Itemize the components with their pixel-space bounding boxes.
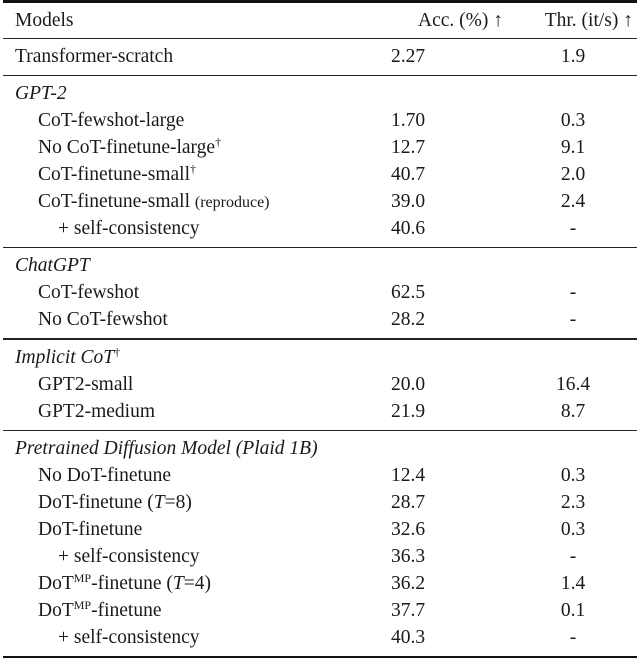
superscript: MP bbox=[73, 597, 92, 612]
accuracy-cell: 1.70 bbox=[390, 110, 426, 132]
superscript: MP bbox=[73, 570, 92, 585]
label-text: (reproduce) bbox=[194, 194, 270, 212]
bottom-rule bbox=[3, 656, 637, 659]
label-text: -finetune bbox=[91, 599, 162, 621]
label-text: CoT-fewshot bbox=[38, 282, 140, 304]
label-text: + self-consistency bbox=[58, 545, 200, 567]
section-heading-row bbox=[3, 435, 637, 462]
accuracy-cell: 40.6 bbox=[390, 218, 426, 240]
model-name bbox=[58, 624, 200, 651]
accuracy-cell: 12.7 bbox=[390, 137, 426, 159]
model-name bbox=[38, 398, 155, 425]
section-heading bbox=[15, 252, 90, 279]
label-text: GPT2-medium bbox=[38, 400, 155, 422]
label-text: GPT-2 bbox=[15, 83, 67, 105]
label-text: =8) bbox=[164, 491, 192, 513]
table-row bbox=[3, 279, 637, 306]
throughput-cell: - bbox=[569, 626, 577, 648]
table-header bbox=[3, 3, 637, 38]
label-text: ChatGPT bbox=[15, 255, 90, 277]
table-section bbox=[3, 76, 637, 247]
label-text: Pretrained Diffusion Model (Plaid 1B) bbox=[15, 437, 318, 459]
header-accuracy: Acc. (%) ↑ bbox=[418, 9, 503, 31]
label-text: CoT-finetune-small bbox=[38, 191, 195, 213]
label-text: + self-consistency bbox=[58, 218, 200, 240]
label-text: T bbox=[172, 572, 184, 594]
accuracy-cell: 40.7 bbox=[390, 164, 426, 186]
table-row bbox=[3, 134, 637, 161]
label-text: CoT-finetune-small bbox=[38, 164, 191, 186]
table-row bbox=[3, 188, 637, 215]
label-text: + self-consistency bbox=[58, 626, 200, 648]
model-name bbox=[38, 306, 168, 333]
table-body bbox=[3, 38, 637, 656]
results-table bbox=[3, 0, 637, 658]
accuracy-cell: 21.9 bbox=[390, 400, 426, 422]
label-text: DoT-finetune ( bbox=[38, 491, 154, 513]
header-throughput: Thr. (it/s) ↑ bbox=[544, 9, 633, 31]
label-text: No DoT-finetune bbox=[38, 464, 172, 486]
section-heading bbox=[15, 344, 120, 371]
table-section bbox=[3, 340, 637, 430]
superscript: † bbox=[215, 135, 222, 150]
label-text: -finetune ( bbox=[91, 572, 173, 594]
accuracy-cell: 36.2 bbox=[390, 572, 426, 594]
section-heading-row bbox=[3, 344, 637, 371]
accuracy-cell: 2.27 bbox=[390, 45, 426, 67]
section-heading-row bbox=[3, 80, 637, 107]
throughput-cell: - bbox=[569, 545, 577, 567]
throughput-cell: 1.4 bbox=[560, 572, 586, 594]
accuracy-cell: 37.7 bbox=[390, 599, 426, 621]
table-row bbox=[3, 597, 637, 624]
accuracy-cell: 39.0 bbox=[390, 191, 426, 213]
throughput-cell: - bbox=[569, 309, 577, 331]
accuracy-cell: 28.7 bbox=[390, 491, 426, 513]
table-row bbox=[3, 371, 637, 398]
throughput-cell: 9.1 bbox=[560, 137, 586, 159]
throughput-cell: 1.9 bbox=[560, 45, 586, 67]
model-name bbox=[38, 371, 133, 398]
model-name bbox=[38, 597, 161, 624]
table-row bbox=[3, 43, 637, 70]
table-row bbox=[3, 570, 637, 597]
label-text: T bbox=[153, 491, 165, 513]
label-text: No CoT-finetune-large bbox=[38, 137, 216, 159]
model-name bbox=[58, 215, 200, 242]
table-row bbox=[3, 107, 637, 134]
accuracy-cell: 62.5 bbox=[390, 282, 426, 304]
model-name bbox=[38, 462, 171, 489]
table-section bbox=[3, 248, 637, 338]
table-row bbox=[3, 398, 637, 425]
model-name bbox=[38, 134, 221, 161]
label-text: DoT bbox=[38, 599, 74, 621]
model-name bbox=[38, 107, 184, 134]
model-name bbox=[58, 543, 200, 570]
accuracy-cell: 36.3 bbox=[390, 545, 426, 567]
model-name bbox=[38, 161, 196, 188]
superscript: † bbox=[114, 344, 121, 359]
throughput-cell: - bbox=[569, 218, 577, 240]
table-row bbox=[3, 543, 637, 570]
throughput-cell: 0.3 bbox=[560, 464, 586, 486]
table-section bbox=[3, 39, 637, 75]
section-heading bbox=[15, 435, 318, 462]
throughput-cell: 0.3 bbox=[560, 110, 586, 132]
model-name bbox=[38, 516, 142, 543]
throughput-cell: 2.0 bbox=[560, 164, 586, 186]
label-text: CoT-fewshot-large bbox=[38, 110, 185, 132]
model-name bbox=[38, 188, 270, 216]
label-text: Transformer-scratch bbox=[15, 45, 174, 67]
label-text: DoT-finetune bbox=[38, 518, 143, 540]
accuracy-cell: 28.2 bbox=[390, 309, 426, 331]
throughput-cell: 0.1 bbox=[560, 599, 586, 621]
throughput-cell: - bbox=[569, 282, 577, 304]
throughput-cell: 8.7 bbox=[560, 400, 586, 422]
throughput-cell: 0.3 bbox=[560, 518, 586, 540]
model-name bbox=[38, 570, 211, 597]
table-section bbox=[3, 431, 637, 656]
label-text: =4) bbox=[183, 572, 211, 594]
label-text: Implicit CoT bbox=[15, 346, 115, 368]
table-row bbox=[3, 462, 637, 489]
accuracy-cell: 12.4 bbox=[390, 464, 426, 486]
throughput-cell: 2.3 bbox=[560, 491, 586, 513]
superscript: † bbox=[190, 162, 197, 177]
table-row bbox=[3, 306, 637, 333]
label-text: DoT bbox=[38, 572, 74, 594]
accuracy-cell: 20.0 bbox=[390, 373, 426, 395]
label-text: No CoT-fewshot bbox=[38, 309, 168, 331]
model-name bbox=[38, 489, 192, 516]
table-row bbox=[3, 215, 637, 242]
section-heading-row bbox=[3, 252, 637, 279]
model-name bbox=[38, 279, 139, 306]
table-row bbox=[3, 161, 637, 188]
table-row bbox=[3, 624, 637, 651]
label-text: GPT2-small bbox=[38, 373, 134, 395]
model-name bbox=[15, 43, 173, 70]
header-row bbox=[3, 7, 637, 34]
accuracy-cell: 32.6 bbox=[390, 518, 426, 540]
accuracy-cell: 40.3 bbox=[390, 626, 426, 648]
table-row bbox=[3, 516, 637, 543]
table-row bbox=[3, 489, 637, 516]
header-models: Models bbox=[15, 9, 74, 31]
throughput-cell: 2.4 bbox=[560, 191, 586, 213]
throughput-cell: 16.4 bbox=[555, 373, 591, 395]
section-heading bbox=[15, 80, 67, 107]
